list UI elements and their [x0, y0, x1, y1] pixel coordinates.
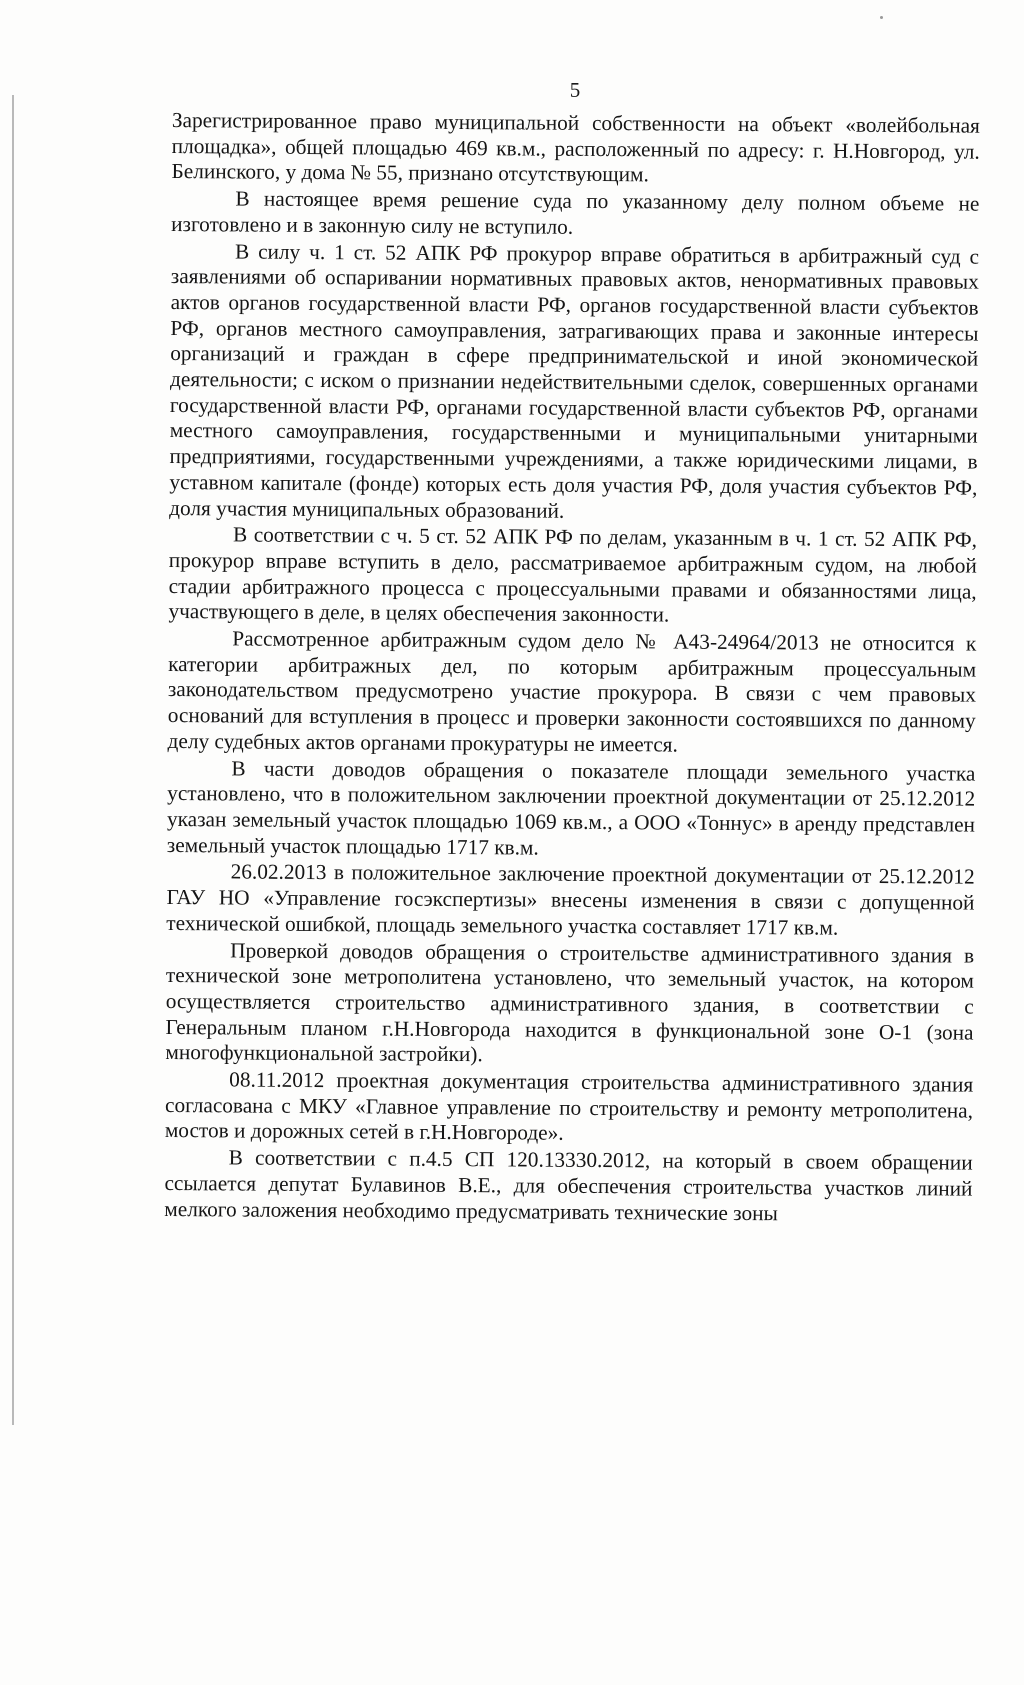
scan-edge-shadow	[12, 95, 14, 1425]
paragraph-5: Рассмотренное арбитражным судом дело № А43-24964/2013 не относится к категории арбитражных дел, по которым арбитражным процессуальным законодательством предусмотрено участие прокурора. В связи с чем правовых оснований для вступления в процесс и проверки законности состоявшихся по данному делу судебных актов органами прокуратуры не имеется.	[167, 626, 977, 757]
paragraph-8: Проверкой доводов обращения о строительстве административного здания в технической зоне метрополитена установлено, что земельный участок, на котором осуществляется строительство административного здания, в соответствии с Генеральным планом г.Н.Новгорода находится в функциональной зоне О-1 (зона многофункциональной застройки).	[165, 937, 975, 1067]
scan-speck	[880, 16, 883, 19]
paragraph-1: Зарегистрированное право муниципальной собственности на объект «волейбольная площадка», общей площадью 469 кв.м., расположенный по адресу: г. Н.Новгород, ул. Белинского, у дома № 55, признано отсутствующим.	[171, 108, 980, 187]
paragraph-10: В соответствии с п.4.5 СП 120.13330.2012, на который в своем обращении ссылается депутат Булавинов В.Е., для обеспечения строительства участков линий мелкого заложения необходимо предусматривать технические зоны	[164, 1145, 973, 1225]
paragraph-9: 08.11.2012 проектная документация строительства административного здания согласована с МКУ «Главное управление по строительству и ремонту метрополитена, мостов и дорожных сетей в г.Н.Новгороде».	[164, 1067, 974, 1146]
paragraph-4: В соответствии с ч. 5 ст. 52 АПК РФ по делам, указанным в ч. 1 ст. 52 АПК РФ, прокурор вправе вступить в дело, рассматриваемое арбитражным судом, на любой стадии арбитражного процесса с процессуальными правами и обязанностями лица, участвующего в деле, в целях обеспечения законности.	[168, 522, 978, 627]
document-body	[164, 108, 980, 1229]
paragraph-3: В силу ч. 1 ст. 52 АПК РФ прокурор вправе обратиться в арбитражный суд с заявлениями об оспаривании нормативных правовых актов, ненормативных правовых актов органов государственной власти РФ, органов государственной власти субъектов РФ, органов местного самоуправления, затрагивающих права и законные интересы организаций и граждан в сфере предпринимательской и иной экономической деятельности; с иском о признании недействительными сделок, совершенных органами государственной власти РФ, органами государственной власти субъектов РФ, органами местного самоуправления, государственными и муниципальными унитарными предприятиями, государственными учреждениями, а также юридическими лицами, в уставном капитале (фонде) которых есть доля участия РФ, доля участия субъектов РФ, доля участия муниципальных образований.	[169, 238, 980, 523]
page-number: 5	[569, 78, 581, 102]
paragraph-7: 26.02.2013 в положительное заключение проектной документации от 25.12.2012 ГАУ НО «Управление госэкспертизы» внесены изменения в связи с допущенной технической ошибкой, площадь земельного участка составляет 1717 кв.м.	[166, 859, 975, 940]
paragraph-2: В настоящее время решение суда по указанному делу полном объеме не изготовлено и в законную силу не вступило.	[171, 186, 980, 239]
paragraph-6: В части доводов обращения о показателе площади земельного участка установлено, что в положительном заключении проектной документации от 25.12.2012 указан земельный участок площадью 1069 кв.м., а ООО «Тоннус» в аренду представлен земельный участок площадью 1717 кв.м.	[166, 756, 976, 860]
